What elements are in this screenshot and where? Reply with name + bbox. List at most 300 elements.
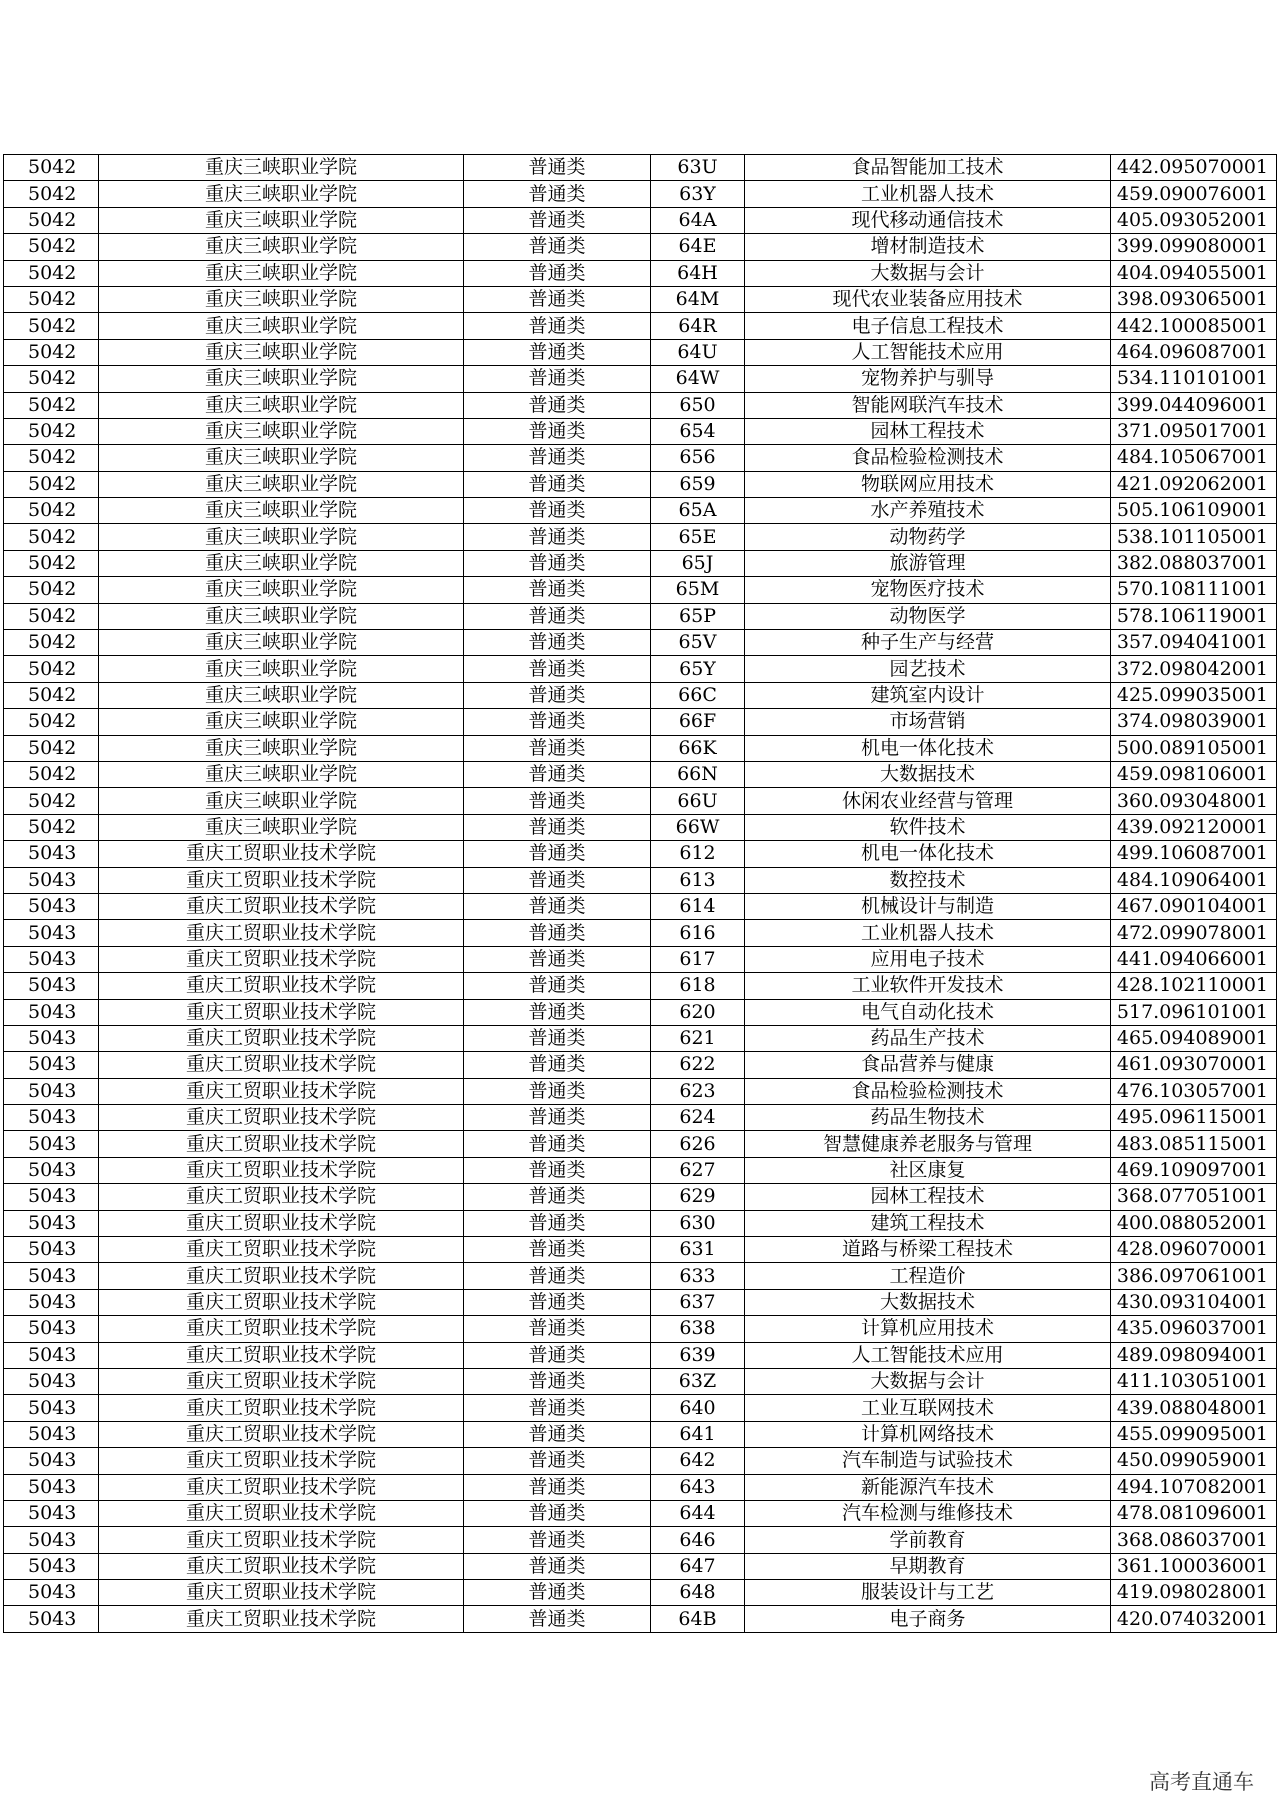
category-cell: 普通类 [464,234,651,260]
major-name-cell: 园林工程技术 [745,418,1111,444]
table-row [4,841,1277,867]
category-cell: 普通类 [464,1448,651,1474]
category-cell: 普通类 [464,1553,651,1579]
school-name-cell: 重庆三峡职业学院 [99,656,464,682]
table-row [4,550,1277,576]
category-cell: 普通类 [464,682,651,708]
score-cell: 400.088052001 [1111,1210,1277,1236]
table-row [4,1184,1277,1210]
school-code-cell: 5042 [4,286,99,312]
watermark-text: 高考直通车 [1149,1770,1254,1794]
major-code-cell: 65J [651,550,745,576]
school-name-cell: 重庆工贸职业技术学院 [99,1448,464,1474]
major-code-cell: 641 [651,1421,745,1447]
major-name-cell: 智能网联汽车技术 [745,392,1111,418]
score-cell: 371.095017001 [1111,418,1277,444]
major-name-cell: 计算机应用技术 [745,1316,1111,1342]
school-name-cell: 重庆三峡职业学院 [99,234,464,260]
school-code-cell: 5043 [4,1184,99,1210]
major-name-cell: 学前教育 [745,1527,1111,1553]
category-cell: 普通类 [464,471,651,497]
school-name-cell: 重庆工贸职业技术学院 [99,1289,464,1315]
major-name-cell: 电子商务 [745,1606,1111,1632]
major-name-cell: 人工智能技术应用 [745,1342,1111,1368]
major-name-cell: 机电一体化技术 [745,841,1111,867]
table-row [4,1025,1277,1051]
school-code-cell: 5043 [4,920,99,946]
score-cell: 469.109097001 [1111,1157,1277,1183]
category-cell: 普通类 [464,1105,651,1131]
score-cell: 372.098042001 [1111,656,1277,682]
school-name-cell: 重庆工贸职业技术学院 [99,1105,464,1131]
major-name-cell: 软件技术 [745,814,1111,840]
category-cell: 普通类 [464,392,651,418]
school-code-cell: 5043 [4,1606,99,1632]
major-name-cell: 宠物养护与驯导 [745,366,1111,392]
score-cell: 439.088048001 [1111,1395,1277,1421]
school-code-cell: 5043 [4,1395,99,1421]
school-name-cell: 重庆三峡职业学院 [99,471,464,497]
score-cell: 570.108111001 [1111,577,1277,603]
category-cell: 普通类 [464,841,651,867]
category-cell: 普通类 [464,735,651,761]
category-cell: 普通类 [464,1237,651,1263]
school-code-cell: 5042 [4,181,99,207]
score-cell: 428.096070001 [1111,1237,1277,1263]
table-row [4,1210,1277,1236]
school-name-cell: 重庆工贸职业技术学院 [99,946,464,972]
school-name-cell: 重庆三峡职业学院 [99,207,464,233]
major-code-cell: 65V [651,630,745,656]
category-cell: 普通类 [464,155,651,181]
score-cell: 450.099059001 [1111,1448,1277,1474]
table-row [4,524,1277,550]
major-name-cell: 食品营养与健康 [745,1052,1111,1078]
school-code-cell: 5043 [4,1131,99,1157]
major-code-cell: 616 [651,920,745,946]
category-cell: 普通类 [464,1131,651,1157]
major-name-cell: 建筑室内设计 [745,682,1111,708]
school-code-cell: 5043 [4,867,99,893]
table-row [4,973,1277,999]
major-code-cell: 638 [651,1316,745,1342]
school-code-cell: 5043 [4,1316,99,1342]
table-row [4,286,1277,312]
major-code-cell: 64U [651,339,745,365]
school-code-cell: 5042 [4,682,99,708]
category-cell: 普通类 [464,181,651,207]
school-code-cell: 5043 [4,1157,99,1183]
table-row [4,577,1277,603]
table-row [4,1527,1277,1553]
school-code-cell: 5043 [4,1553,99,1579]
major-code-cell: 65A [651,498,745,524]
table-row [4,867,1277,893]
table-row [4,709,1277,735]
school-name-cell: 重庆三峡职业学院 [99,735,464,761]
table-row [4,1316,1277,1342]
category-cell: 普通类 [464,761,651,787]
score-cell: 357.094041001 [1111,630,1277,656]
major-code-cell: 65Y [651,656,745,682]
major-code-cell: 617 [651,946,745,972]
major-code-cell: 650 [651,392,745,418]
table-row [4,1105,1277,1131]
major-code-cell: 620 [651,999,745,1025]
category-cell: 普通类 [464,286,651,312]
school-code-cell: 5043 [4,1500,99,1526]
major-name-cell: 动物药学 [745,524,1111,550]
category-cell: 普通类 [464,1606,651,1632]
table-row [4,1580,1277,1606]
school-name-cell: 重庆三峡职业学院 [99,286,464,312]
category-cell: 普通类 [464,1395,651,1421]
major-code-cell: 66C [651,682,745,708]
category-cell: 普通类 [464,1342,651,1368]
school-code-cell: 5043 [4,1052,99,1078]
score-cell: 538.101105001 [1111,524,1277,550]
school-name-cell: 重庆工贸职业技术学院 [99,867,464,893]
major-name-cell: 服装设计与工艺 [745,1580,1111,1606]
major-name-cell: 建筑工程技术 [745,1210,1111,1236]
school-code-cell: 5042 [4,392,99,418]
major-name-cell: 旅游管理 [745,550,1111,576]
school-name-cell: 重庆工贸职业技术学院 [99,1474,464,1500]
score-cell: 489.098094001 [1111,1342,1277,1368]
major-name-cell: 机械设计与制造 [745,893,1111,919]
score-cell: 442.100085001 [1111,313,1277,339]
major-name-cell: 宠物医疗技术 [745,577,1111,603]
category-cell: 普通类 [464,1316,651,1342]
major-name-cell: 物联网应用技术 [745,471,1111,497]
major-name-cell: 现代农业装备应用技术 [745,286,1111,312]
school-name-cell: 重庆工贸职业技术学院 [99,1052,464,1078]
school-code-cell: 5043 [4,1025,99,1051]
category-cell: 普通类 [464,946,651,972]
school-code-cell: 5043 [4,1448,99,1474]
school-name-cell: 重庆工贸职业技术学院 [99,841,464,867]
school-code-cell: 5043 [4,973,99,999]
major-code-cell: 63Z [651,1368,745,1394]
major-code-cell: 64W [651,366,745,392]
category-cell: 普通类 [464,366,651,392]
category-cell: 普通类 [464,630,651,656]
table-row [4,181,1277,207]
major-code-cell: 65M [651,577,745,603]
school-name-cell: 重庆三峡职业学院 [99,260,464,286]
table-row [4,1078,1277,1104]
major-code-cell: 631 [651,1237,745,1263]
school-name-cell: 重庆工贸职业技术学院 [99,920,464,946]
major-name-cell: 市场营销 [745,709,1111,735]
table-row [4,366,1277,392]
school-name-cell: 重庆三峡职业学院 [99,339,464,365]
school-code-cell: 5042 [4,577,99,603]
school-code-cell: 5042 [4,709,99,735]
score-cell: 459.098106001 [1111,761,1277,787]
school-name-cell: 重庆三峡职业学院 [99,550,464,576]
school-code-cell: 5042 [4,155,99,181]
major-code-cell: 618 [651,973,745,999]
score-cell: 499.106087001 [1111,841,1277,867]
school-name-cell: 重庆三峡职业学院 [99,630,464,656]
school-code-cell: 5042 [4,445,99,471]
score-cell: 374.098039001 [1111,709,1277,735]
category-cell: 普通类 [464,709,651,735]
score-cell: 435.096037001 [1111,1316,1277,1342]
score-cell: 439.092120001 [1111,814,1277,840]
category-cell: 普通类 [464,893,651,919]
score-cell: 578.106119001 [1111,603,1277,629]
score-cell: 382.088037001 [1111,550,1277,576]
major-name-cell: 水产养殖技术 [745,498,1111,524]
major-name-cell: 道路与桥梁工程技术 [745,1237,1111,1263]
score-cell: 484.105067001 [1111,445,1277,471]
major-code-cell: 630 [651,1210,745,1236]
school-name-cell: 重庆三峡职业学院 [99,418,464,444]
major-code-cell: 624 [651,1105,745,1131]
school-name-cell: 重庆工贸职业技术学院 [99,1527,464,1553]
school-name-cell: 重庆工贸职业技术学院 [99,999,464,1025]
category-cell: 普通类 [464,1263,651,1289]
table-row [4,682,1277,708]
school-code-cell: 5042 [4,761,99,787]
category-cell: 普通类 [464,550,651,576]
major-name-cell: 工程造价 [745,1263,1111,1289]
table-row [4,788,1277,814]
school-name-cell: 重庆工贸职业技术学院 [99,1553,464,1579]
table-row [4,1289,1277,1315]
score-cell: 517.096101001 [1111,999,1277,1025]
school-name-cell: 重庆三峡职业学院 [99,392,464,418]
school-code-cell: 5042 [4,418,99,444]
major-name-cell: 食品检验检测技术 [745,1078,1111,1104]
major-name-cell: 药品生物技术 [745,1105,1111,1131]
school-name-cell: 重庆工贸职业技术学院 [99,973,464,999]
school-code-cell: 5042 [4,471,99,497]
school-code-cell: 5043 [4,1078,99,1104]
category-cell: 普通类 [464,418,651,444]
major-name-cell: 大数据与会计 [745,1368,1111,1394]
score-cell: 484.109064001 [1111,867,1277,893]
school-name-cell: 重庆三峡职业学院 [99,788,464,814]
major-name-cell: 动物医学 [745,603,1111,629]
score-cell: 421.092062001 [1111,471,1277,497]
major-code-cell: 643 [651,1474,745,1500]
table-row [4,1474,1277,1500]
category-cell: 普通类 [464,1289,651,1315]
score-cell: 428.102110001 [1111,973,1277,999]
category-cell: 普通类 [464,498,651,524]
major-code-cell: 621 [651,1025,745,1051]
score-cell: 494.107082001 [1111,1474,1277,1500]
school-name-cell: 重庆工贸职业技术学院 [99,1606,464,1632]
score-cell: 368.086037001 [1111,1527,1277,1553]
school-code-cell: 5043 [4,946,99,972]
table-row [4,1237,1277,1263]
major-name-cell: 早期教育 [745,1553,1111,1579]
school-name-cell: 重庆三峡职业学院 [99,524,464,550]
score-cell: 404.094055001 [1111,260,1277,286]
major-name-cell: 食品检验检测技术 [745,445,1111,471]
major-code-cell: 64E [651,234,745,260]
table-row [4,1421,1277,1447]
major-name-cell: 数控技术 [745,867,1111,893]
score-cell: 360.093048001 [1111,788,1277,814]
score-cell: 411.103051001 [1111,1368,1277,1394]
school-name-cell: 重庆工贸职业技术学院 [99,1078,464,1104]
score-cell: 534.110101001 [1111,366,1277,392]
score-cell: 483.085115001 [1111,1131,1277,1157]
score-cell: 461.093070001 [1111,1052,1277,1078]
major-code-cell: 66F [651,709,745,735]
major-name-cell: 汽车制造与试验技术 [745,1448,1111,1474]
school-name-cell: 重庆三峡职业学院 [99,445,464,471]
school-code-cell: 5042 [4,656,99,682]
school-code-cell: 5042 [4,313,99,339]
school-name-cell: 重庆工贸职业技术学院 [99,1263,464,1289]
score-cell: 465.094089001 [1111,1025,1277,1051]
school-name-cell: 重庆工贸职业技术学院 [99,1368,464,1394]
school-code-cell: 5042 [4,630,99,656]
school-name-cell: 重庆三峡职业学院 [99,577,464,603]
major-name-cell: 大数据技术 [745,761,1111,787]
major-code-cell: 64M [651,286,745,312]
table-row [4,1395,1277,1421]
major-name-cell: 新能源汽车技术 [745,1474,1111,1500]
school-name-cell: 重庆工贸职业技术学院 [99,1210,464,1236]
major-code-cell: 629 [651,1184,745,1210]
table-row [4,735,1277,761]
major-code-cell: 627 [651,1157,745,1183]
major-code-cell: 66N [651,761,745,787]
category-cell: 普通类 [464,1157,651,1183]
major-code-cell: 64B [651,1606,745,1632]
major-code-cell: 644 [651,1500,745,1526]
major-name-cell: 大数据与会计 [745,260,1111,286]
score-cell: 425.099035001 [1111,682,1277,708]
school-name-cell: 重庆工贸职业技术学院 [99,1500,464,1526]
table-row [4,1263,1277,1289]
table-row [4,946,1277,972]
major-name-cell: 计算机网络技术 [745,1421,1111,1447]
school-code-cell: 5043 [4,1527,99,1553]
score-cell: 495.096115001 [1111,1105,1277,1131]
major-code-cell: 64H [651,260,745,286]
school-name-cell: 重庆三峡职业学院 [99,313,464,339]
major-code-cell: 659 [651,471,745,497]
score-cell: 398.093065001 [1111,286,1277,312]
major-code-cell: 65E [651,524,745,550]
table-row [4,445,1277,471]
table-row [4,1052,1277,1078]
table-row [4,234,1277,260]
category-cell: 普通类 [464,1368,651,1394]
school-name-cell: 重庆工贸职业技术学院 [99,1395,464,1421]
table-row [4,814,1277,840]
school-name-cell: 重庆工贸职业技术学院 [99,1184,464,1210]
category-cell: 普通类 [464,577,651,603]
major-name-cell: 社区康复 [745,1157,1111,1183]
score-cell: 505.106109001 [1111,498,1277,524]
major-name-cell: 工业互联网技术 [745,1395,1111,1421]
table-row [4,498,1277,524]
category-cell: 普通类 [464,339,651,365]
table-row [4,630,1277,656]
category-cell: 普通类 [464,313,651,339]
major-name-cell: 工业机器人技术 [745,920,1111,946]
major-name-cell: 机电一体化技术 [745,735,1111,761]
school-code-cell: 5042 [4,814,99,840]
table-row [4,392,1277,418]
school-code-cell: 5042 [4,788,99,814]
school-name-cell: 重庆工贸职业技术学院 [99,1316,464,1342]
category-cell: 普通类 [464,1078,651,1104]
major-code-cell: 637 [651,1289,745,1315]
major-name-cell: 药品生产技术 [745,1025,1111,1051]
major-code-cell: 66W [651,814,745,840]
category-cell: 普通类 [464,445,651,471]
major-code-cell: 613 [651,867,745,893]
table-row [4,1131,1277,1157]
score-cell: 399.044096001 [1111,392,1277,418]
category-cell: 普通类 [464,603,651,629]
school-code-cell: 5043 [4,841,99,867]
school-name-cell: 重庆三峡职业学院 [99,761,464,787]
category-cell: 普通类 [464,1421,651,1447]
school-code-cell: 5042 [4,339,99,365]
category-cell: 普通类 [464,1210,651,1236]
major-name-cell: 人工智能技术应用 [745,339,1111,365]
major-code-cell: 640 [651,1395,745,1421]
table-row [4,155,1277,181]
table-body [4,155,1277,1633]
school-code-cell: 5042 [4,260,99,286]
major-name-cell: 园林工程技术 [745,1184,1111,1210]
table-row [4,999,1277,1025]
school-code-cell: 5043 [4,1210,99,1236]
school-name-cell: 重庆三峡职业学院 [99,603,464,629]
major-name-cell: 工业机器人技术 [745,181,1111,207]
school-code-cell: 5042 [4,234,99,260]
school-name-cell: 重庆三峡职业学院 [99,682,464,708]
category-cell: 普通类 [464,1580,651,1606]
major-code-cell: 66K [651,735,745,761]
school-code-cell: 5042 [4,207,99,233]
major-code-cell: 648 [651,1580,745,1606]
table-row [4,1500,1277,1526]
major-code-cell: 639 [651,1342,745,1368]
school-code-cell: 5043 [4,1342,99,1368]
score-cell: 467.090104001 [1111,893,1277,919]
major-code-cell: 656 [651,445,745,471]
table-row [4,603,1277,629]
major-name-cell: 休闲农业经营与管理 [745,788,1111,814]
category-cell: 普通类 [464,814,651,840]
major-name-cell: 智慧健康养老服务与管理 [745,1131,1111,1157]
school-name-cell: 重庆三峡职业学院 [99,498,464,524]
major-code-cell: 614 [651,893,745,919]
score-cell: 500.089105001 [1111,735,1277,761]
school-name-cell: 重庆工贸职业技术学院 [99,1025,464,1051]
school-name-cell: 重庆三峡职业学院 [99,155,464,181]
category-cell: 普通类 [464,656,651,682]
school-code-cell: 5043 [4,999,99,1025]
school-name-cell: 重庆工贸职业技术学院 [99,1157,464,1183]
table-row [4,207,1277,233]
score-cell: 361.100036001 [1111,1553,1277,1579]
table-row [4,1368,1277,1394]
